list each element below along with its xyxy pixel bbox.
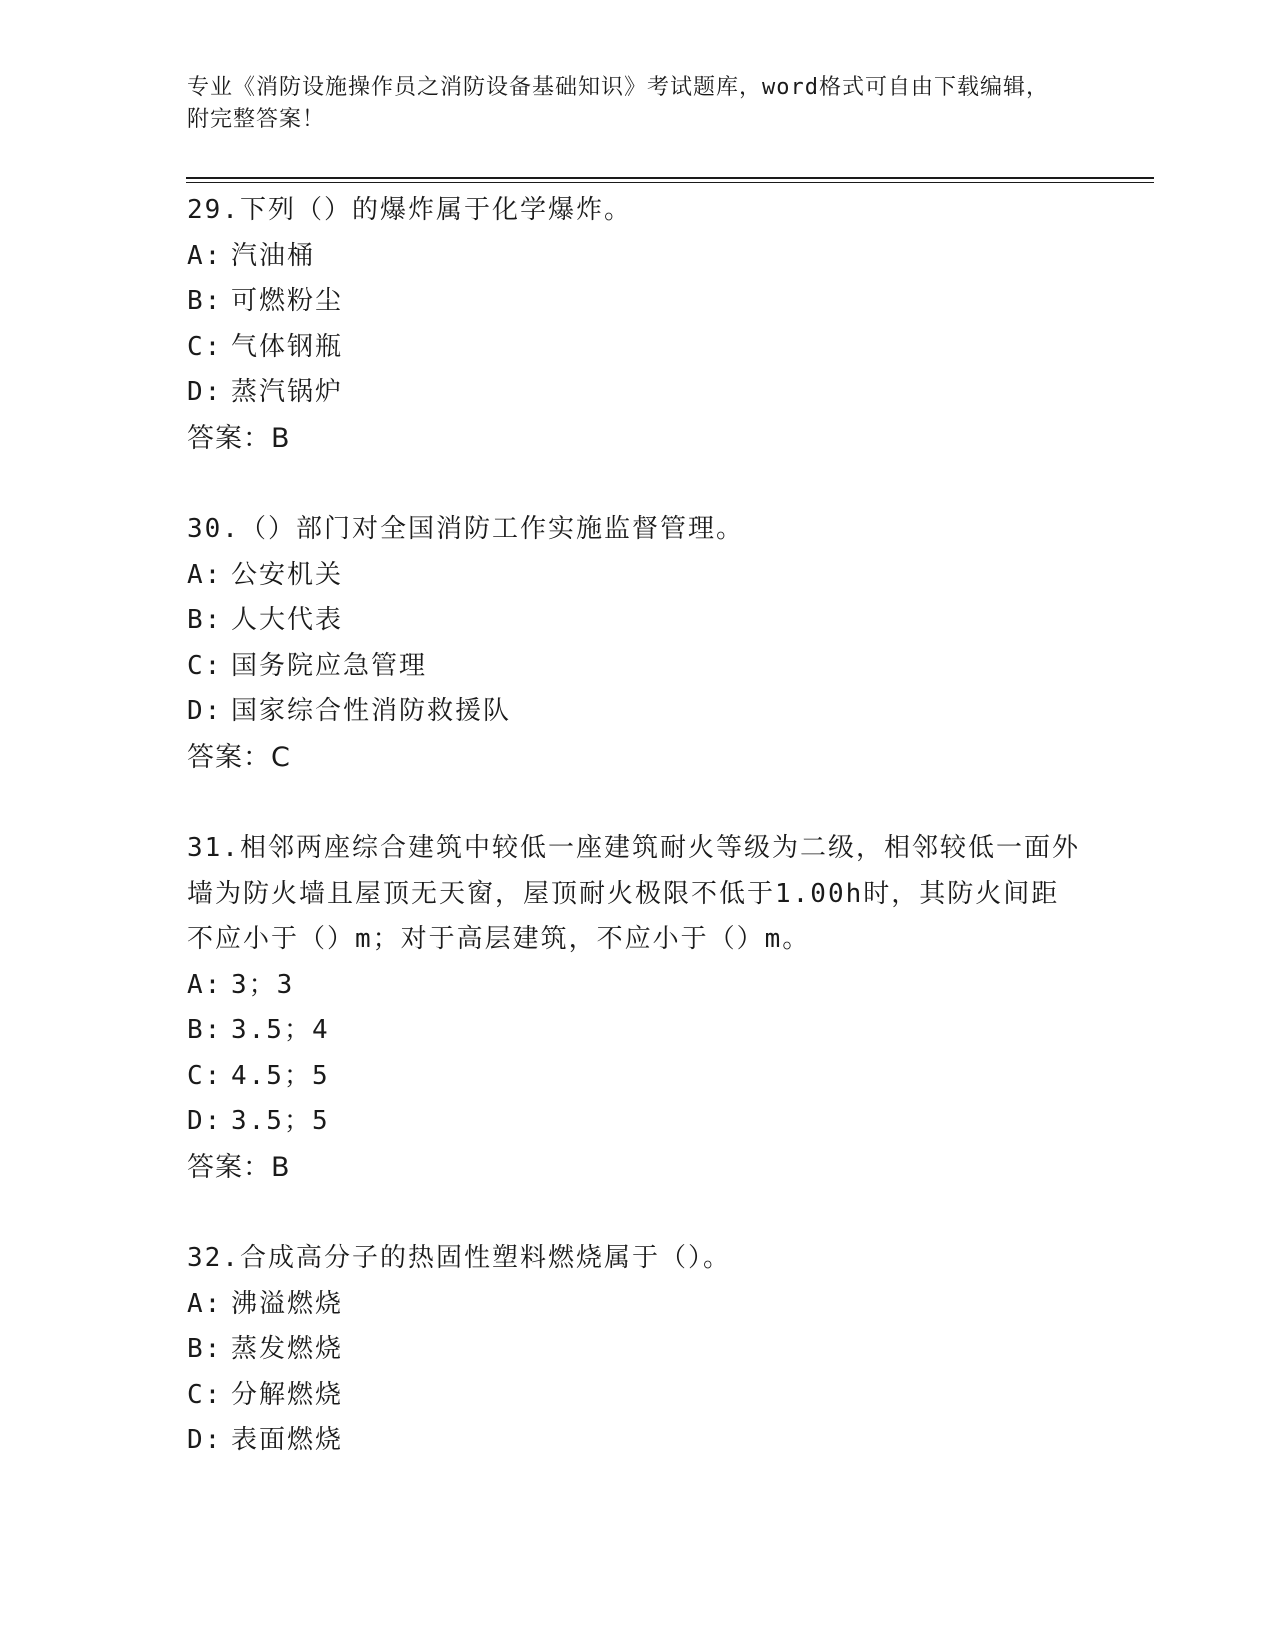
- option-key: B:: [187, 1015, 223, 1045]
- option-key: D:: [187, 1106, 223, 1136]
- option-text: 4.5；5: [231, 1060, 330, 1091]
- question-stem: 31.相邻两座综合建筑中较低一座建筑耐火等级为二级，相邻较低一面外墙为防火墙且屋顶无天窗，屋顶耐火极限不低于1.00h时，其防火间距不应小于（）m；对于高层建筑，不应小于（）m。: [187, 833, 1080, 954]
- option-a: [187, 1282, 1087, 1328]
- option-key: C:: [187, 650, 223, 681]
- answer-line: 答案：B: [187, 1151, 291, 1183]
- option-text: 3；3: [231, 969, 295, 1000]
- option-key: C:: [187, 1060, 223, 1091]
- option-a: [187, 963, 1087, 1009]
- option-text: 可燃粉尘: [231, 286, 344, 316]
- question-29: [187, 188, 1087, 461]
- option-key: A:: [187, 1288, 223, 1319]
- question-30: [187, 507, 1087, 780]
- question-stem: 32.合成高分子的热固性塑料燃烧属于（）。: [187, 1243, 731, 1273]
- option-text: 蒸发燃烧: [231, 1334, 344, 1364]
- option-text: 国务院应急管理: [231, 650, 428, 681]
- document-header: 专业《消防设施操作员之消防设备基础知识》考试题库，word格式可自由下载编辑，附完整答案！: [187, 75, 1049, 132]
- question-list: [187, 188, 1087, 1510]
- option-text: 蒸汽锅炉: [231, 377, 344, 407]
- option-key: D:: [187, 1425, 223, 1455]
- option-text: 表面燃烧: [231, 1425, 344, 1455]
- option-text: 分解燃烧: [231, 1379, 344, 1410]
- option-key: A:: [187, 969, 223, 1000]
- header-divider-thin: [186, 182, 1154, 183]
- question-31: [187, 826, 1087, 1190]
- option-key: C:: [187, 331, 223, 362]
- option-text: 沸溢燃烧: [231, 1288, 344, 1319]
- question-stem: 30.（）部门对全国消防工作实施监督管理。: [187, 514, 744, 544]
- option-a: [187, 553, 1087, 599]
- option-c: [187, 644, 1087, 690]
- option-c: [187, 1054, 1087, 1100]
- option-key: B:: [187, 1334, 223, 1364]
- option-key: C:: [187, 1379, 223, 1410]
- option-a: [187, 234, 1087, 280]
- option-d: [187, 370, 1087, 416]
- option-key: B:: [187, 605, 223, 635]
- option-key: A:: [187, 240, 223, 271]
- option-key: D:: [187, 696, 223, 726]
- option-text: 气体钢瓶: [231, 331, 344, 362]
- question-32: [187, 1236, 1087, 1464]
- option-text: 人大代表: [231, 605, 344, 635]
- option-b: [187, 1327, 1087, 1373]
- answer-line: 答案：B: [187, 422, 291, 454]
- option-text: 汽油桶: [231, 240, 316, 271]
- header-divider-thick: [186, 177, 1154, 179]
- option-key: A:: [187, 559, 223, 590]
- option-text: 3.5；5: [231, 1106, 330, 1136]
- option-text: 3.5；4: [231, 1015, 330, 1045]
- option-key: B:: [187, 286, 223, 316]
- option-key: D:: [187, 377, 223, 407]
- option-d: [187, 1099, 1087, 1145]
- answer-line: 答案：C: [187, 741, 291, 773]
- question-stem: 29.下列（）的爆炸属于化学爆炸。: [187, 195, 632, 225]
- option-b: [187, 1008, 1087, 1054]
- option-text: 国家综合性消防救援队: [231, 696, 512, 726]
- option-c: [187, 325, 1087, 371]
- option-b: [187, 598, 1087, 644]
- option-b: [187, 279, 1087, 325]
- option-d: [187, 689, 1087, 735]
- option-d: [187, 1418, 1087, 1464]
- option-c: [187, 1373, 1087, 1419]
- option-text: 公安机关: [231, 559, 344, 590]
